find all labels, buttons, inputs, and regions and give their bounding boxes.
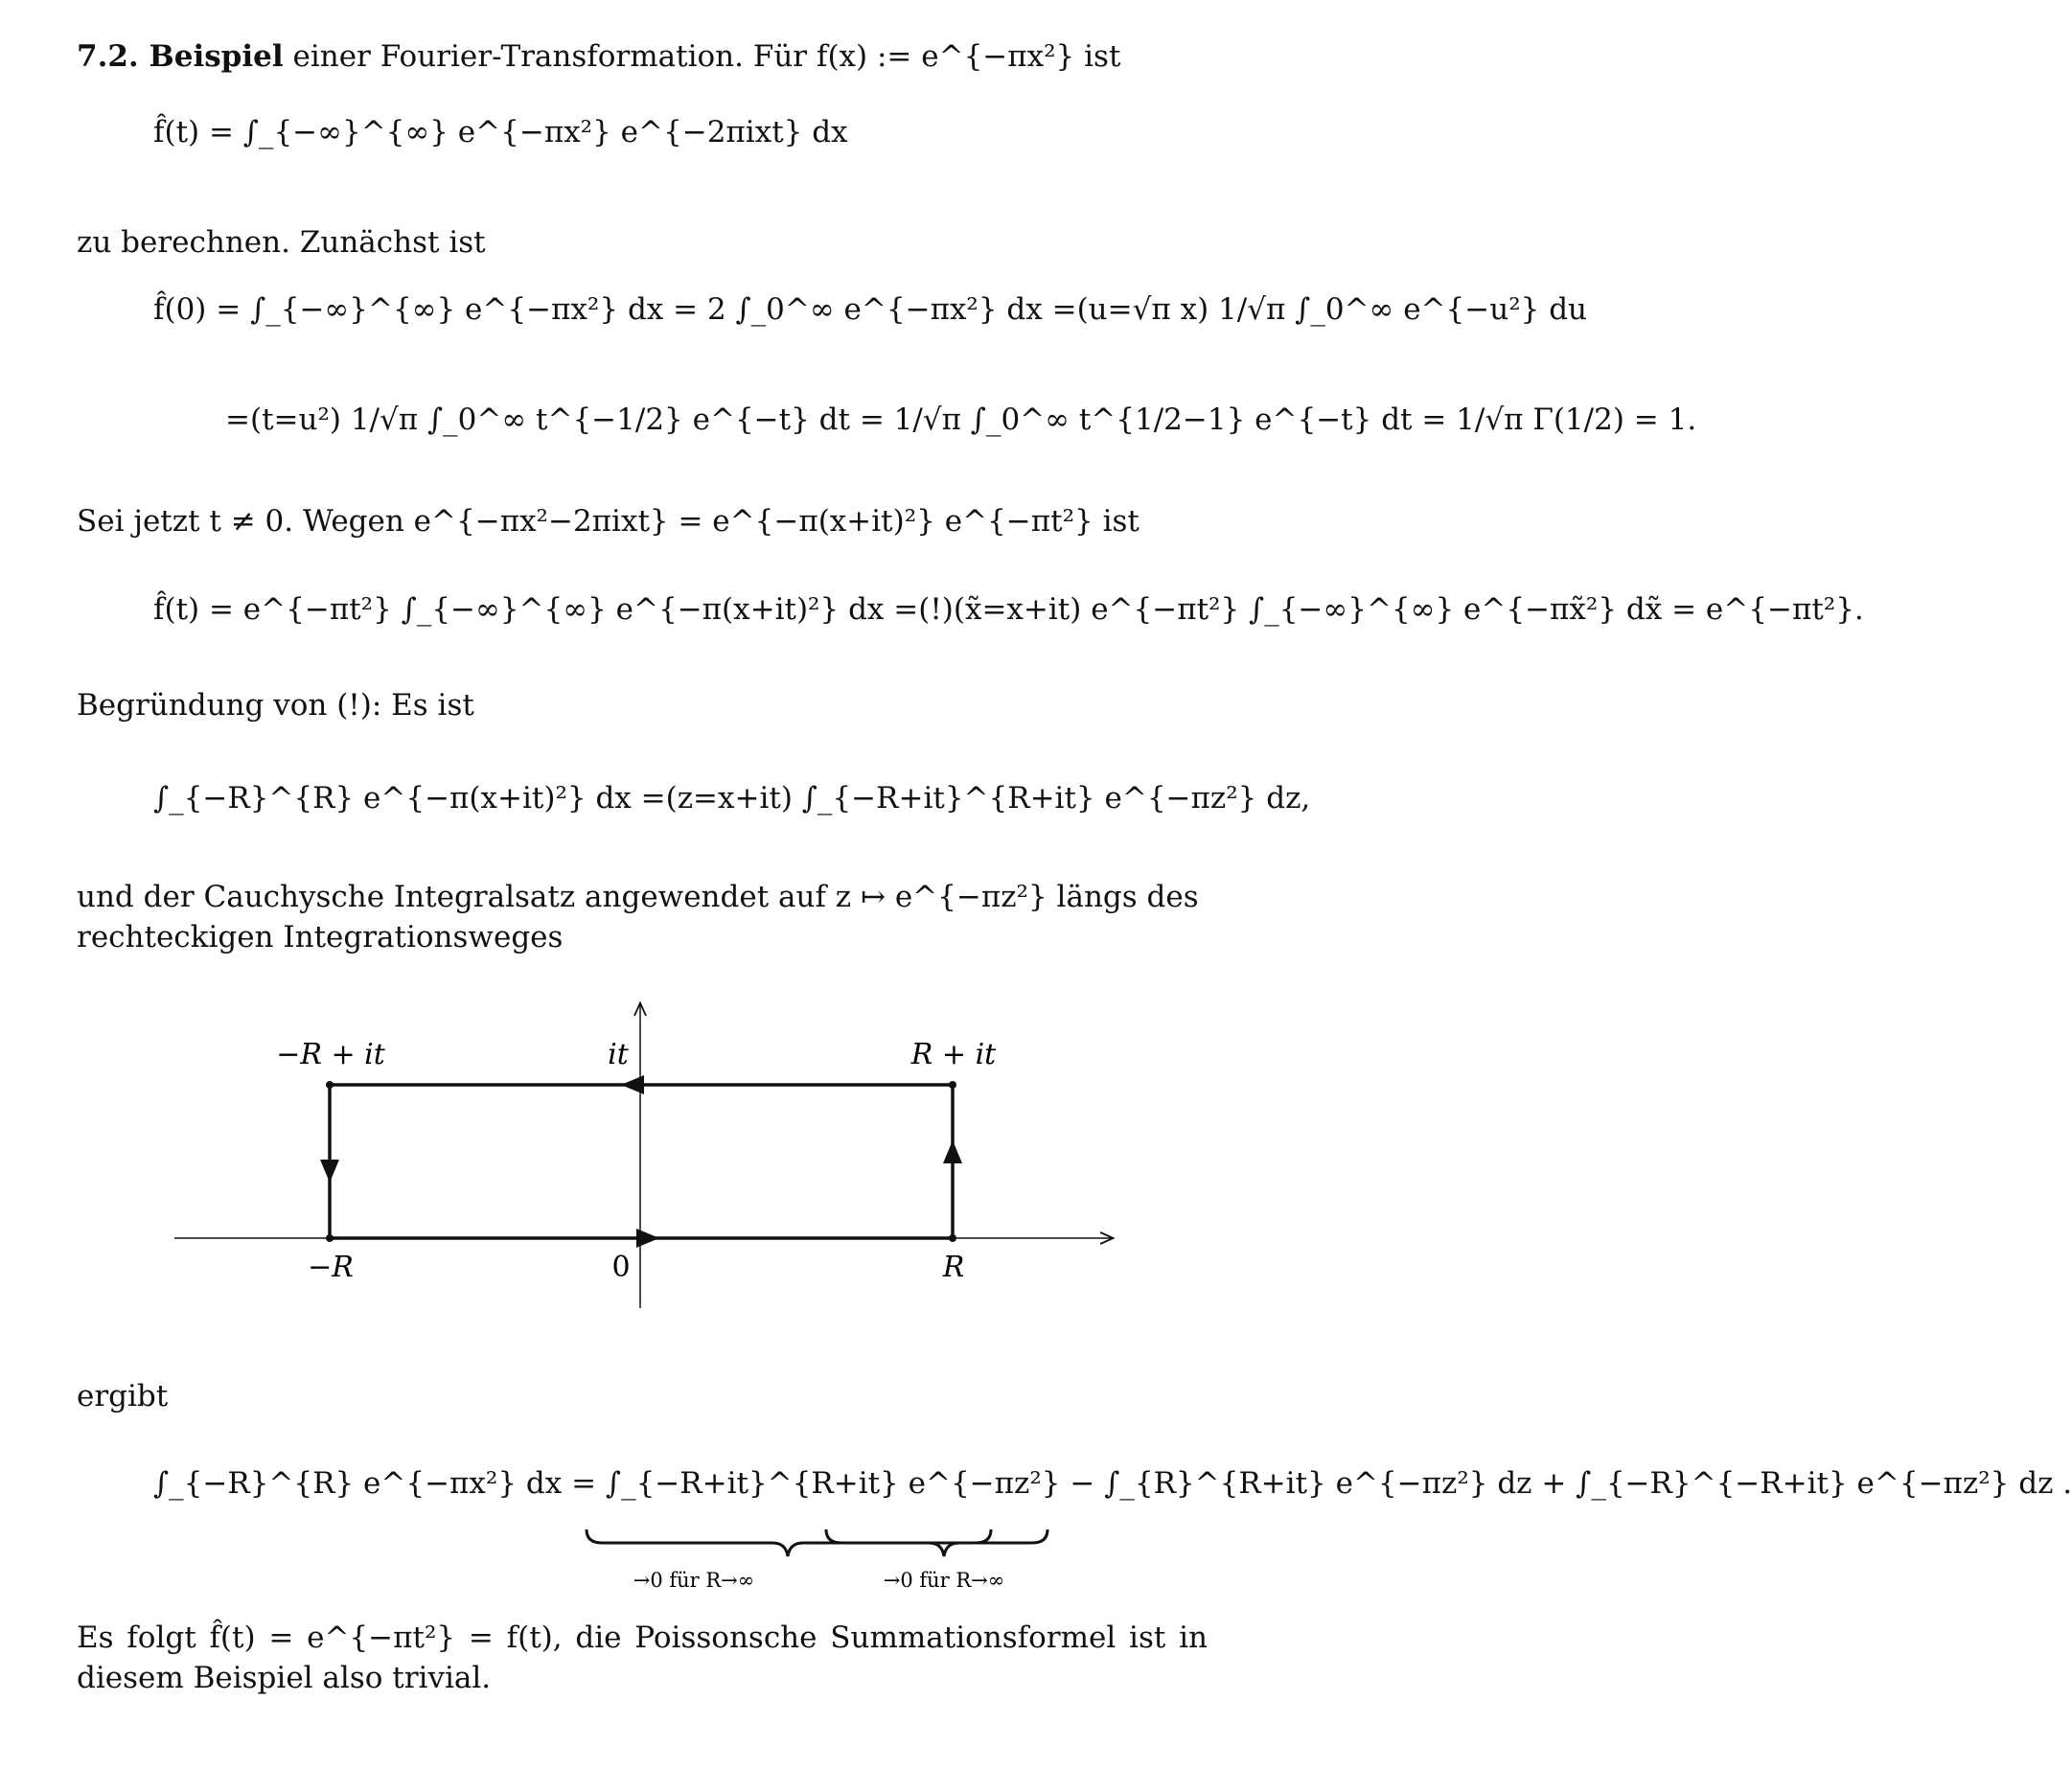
arrow-left-down [320, 1160, 339, 1183]
label-bottom-right: R [942, 1251, 965, 1284]
arrow-bottom-right [636, 1229, 659, 1248]
paragraph-zu-berechnen: zu berechnen. Zunächst ist [77, 225, 486, 260]
arrow-right-up [943, 1140, 962, 1163]
paragraph-cauchy: und der Cauchysche Integralsatz angewendet auf z ↦ e^{−πz²} längs des rechteckigen Integrationsweges [77, 880, 1199, 954]
label-bottom-mid: 0 [611, 1251, 631, 1284]
heading-text: einer Fourier-Transformation. Für f(x) := e^{−πx²} ist [292, 39, 1121, 74]
equation-substitution: ∫_{−R}^{R} e^{−π(x+it)²} dx =(z=x+it) ∫_{−R+it}^{R+it} e^{−πz²} dz, [153, 781, 1311, 816]
corner-dot-bottom-right [949, 1234, 956, 1242]
equation-f0-line1: f̂(0) = ∫_{−∞}^{∞} e^{−πx²} dx = 2 ∫_0^∞ e^{−πx²} dx =(u=√π x) 1/√π ∫_0^∞ e^{−u²} du [153, 292, 1588, 327]
contour-diagram [0, 987, 1278, 1332]
underbraces [0, 1524, 1278, 1600]
paragraph-es-folgt: Es folgt f̂(t) = e^{−πt²} = f(t), die Poissonsche Summationsformel ist in diesem Beispiel also trivial. [77, 1621, 1208, 1695]
label-top-mid: it [608, 1038, 629, 1071]
equation-f0-line2: =(t=u²) 1/√π ∫_0^∞ t^{−1/2} e^{−t} dt = 1/√π ∫_0^∞ t^{1/2−1} e^{−t} dt = 1/√π Γ(1/2) = 1. [225, 402, 1697, 437]
equation-result: ∫_{−R}^{R} e^{−πx²} dx = ∫_{−R+it}^{R+it} e^{−πz²} − ∫_{R}^{R+it} e^{−πz²} dz + ∫_{−R}^{−R+it} e^{−πz²} dz . [153, 1466, 2072, 1501]
corner-dot-top-right [949, 1081, 956, 1089]
corner-dot-top-left [326, 1081, 334, 1089]
equation-fhat-t: f̂(t) = e^{−πt²} ∫_{−∞}^{∞} e^{−π(x+it)²} dx =(!)(x̃=x+it) e^{−πt²} ∫_{−∞}^{∞} e^{−πx̃²} dx̃ = e^{−πt²}. [153, 592, 1864, 627]
corner-dot-bottom-left [326, 1234, 334, 1242]
brace-label-2: →0 für R→∞ [883, 1569, 1005, 1592]
arrow-top-left [621, 1075, 644, 1094]
section-heading [77, 36, 1202, 77]
label-top-left: −R + it [276, 1038, 385, 1071]
label-bottom-left: −R [308, 1251, 354, 1284]
paragraph-begruendung: Begründung von (!): Es ist [77, 688, 474, 723]
heading-number: 7.2. Beispiel [77, 39, 284, 74]
paragraph-ergibt: ergibt [77, 1379, 169, 1414]
equation-fourier-def: f̂(t) = ∫_{−∞}^{∞} e^{−πx²} e^{−2πixt} dx [153, 115, 848, 149]
paragraph-sei-jetzt: Sei jetzt t ≠ 0. Wegen e^{−πx²−2πixt} = e^{−π(x+it)²} e^{−πt²} ist [77, 504, 1140, 539]
brace-label-1: →0 für R→∞ [633, 1569, 755, 1592]
rectangle-contour [330, 1085, 953, 1238]
label-top-right: R + it [910, 1038, 997, 1071]
